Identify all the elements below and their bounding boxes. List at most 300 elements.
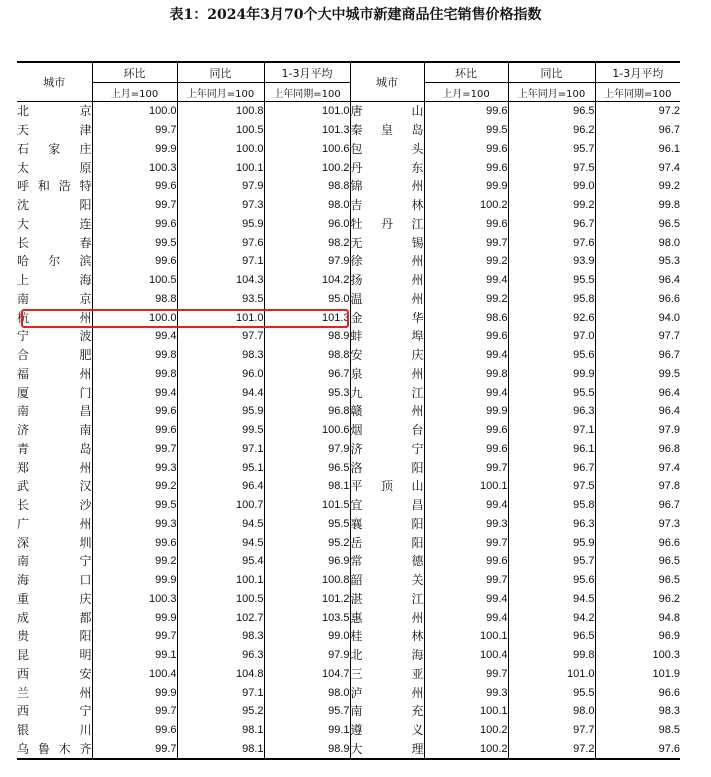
cell-avg-left: 96.8: [264, 402, 350, 421]
cell-avg-right: 95.3: [595, 252, 680, 271]
cell-mom-left: 99.9: [92, 683, 177, 702]
cell-yoy-left: 100.1: [177, 158, 264, 177]
cell-avg-left: 96.5: [264, 458, 350, 477]
cell-yoy-left: 95.9: [177, 402, 264, 421]
cell-avg-right: 97.4: [595, 458, 680, 477]
header-mom-left: 环比: [92, 62, 177, 83]
cell-city-left: 郑 州: [17, 460, 92, 475]
cell-yoy-left: 100.0: [177, 140, 264, 159]
cell-avg-left: 104.7: [264, 665, 350, 684]
cell-city-left: 青 岛: [17, 441, 92, 456]
cell-mom-left: 99.2: [92, 552, 177, 571]
table-row: [17, 515, 680, 534]
cell-city-right: 蚌 埠: [350, 327, 424, 346]
cell-city-left: 海 口: [17, 573, 92, 588]
cell-avg-left: 99.1: [264, 721, 350, 740]
cell-yoy-right: 95.5: [508, 383, 595, 402]
cell-city-left: 沈 阳: [17, 198, 92, 213]
cell-mom-left: 99.3: [92, 515, 177, 534]
cell-avg-right: 98.5: [595, 721, 680, 740]
cell-city-left: 西 宁: [17, 704, 92, 719]
cell-city-right: 惠 州: [350, 608, 424, 627]
header-avg-right: 1-3月平均: [595, 62, 680, 83]
cell-yoy-left: 97.3: [177, 196, 264, 215]
cell-yoy-right: 97.2: [508, 740, 595, 760]
cell-mom-left: 99.6: [92, 533, 177, 552]
cell-avg-left: 99.0: [264, 627, 350, 646]
cell-mom-right: 99.4: [424, 271, 508, 290]
cell-mom-right: 99.9: [424, 177, 508, 196]
cell-mom-right: 99.7: [424, 233, 508, 252]
cell-yoy-left: 98.3: [177, 627, 264, 646]
cell-mom-right: 100.1: [424, 627, 508, 646]
cell-city-left: 重 庆: [17, 591, 92, 606]
cell-mom-right: 99.4: [424, 496, 508, 515]
cell-avg-left: 95.5: [264, 515, 350, 534]
header-city-right: 城市: [350, 62, 424, 102]
cell-city-left: 南 昌: [17, 404, 92, 419]
cell-avg-right: 98.3: [595, 702, 680, 721]
cell-city-left: 银 川: [17, 723, 92, 738]
cell-city-right: 遵 义: [350, 721, 424, 740]
cell-mom-left: 99.6: [92, 177, 177, 196]
header-yoy-right: 同比: [508, 62, 595, 83]
cell-mom-right: 99.6: [424, 215, 508, 234]
cell-avg-right: 96.6: [595, 533, 680, 552]
cell-yoy-left: 104.8: [177, 665, 264, 684]
cell-mom-right: 99.7: [424, 665, 508, 684]
cell-avg-right: 96.4: [595, 402, 680, 421]
cell-yoy-left: 104.3: [177, 271, 264, 290]
table-row: [17, 271, 680, 290]
cell-mom-right: 99.6: [424, 158, 508, 177]
cell-avg-right: 99.5: [595, 365, 680, 384]
cell-city-right: 洛 阳: [350, 458, 424, 477]
cell-avg-right: 99.8: [595, 196, 680, 215]
cell-city-left: 北 京: [17, 104, 92, 119]
cell-city-left: 宁 波: [17, 329, 92, 344]
cell-mom-right: 100.2: [424, 196, 508, 215]
cell-yoy-right: 99.9: [508, 365, 595, 384]
cell-mom-right: 99.2: [424, 252, 508, 271]
cell-yoy-right: 96.3: [508, 515, 595, 534]
table-row: [17, 496, 680, 515]
cell-yoy-right: 95.8: [508, 496, 595, 515]
cell-city-left: 南 京: [17, 291, 92, 306]
cell-avg-left: 96.9: [264, 552, 350, 571]
cell-city-left: 济 南: [17, 423, 92, 438]
cell-avg-right: 96.4: [595, 271, 680, 290]
cell-mom-right: 99.7: [424, 458, 508, 477]
cell-mom-right: 100.1: [424, 477, 508, 496]
cell-mom-left: 99.8: [92, 346, 177, 365]
cell-yoy-right: 99.2: [508, 196, 595, 215]
table-row: [17, 252, 680, 271]
cell-avg-right: 100.3: [595, 646, 680, 665]
cell-avg-left: 95.3: [264, 383, 350, 402]
cell-mom-left: 100.3: [92, 158, 177, 177]
cell-yoy-left: 100.8: [177, 102, 264, 121]
subheader-mom-left: 上月=100: [92, 83, 177, 102]
table-row: [17, 533, 680, 552]
table-row: [17, 740, 680, 760]
cell-avg-right: 96.7: [595, 346, 680, 365]
cell-yoy-right: 95.8: [508, 290, 595, 309]
subheader-mom-right: 上月=100: [424, 83, 508, 102]
cell-yoy-right: 95.7: [508, 552, 595, 571]
cell-city-left: 南 宁: [17, 554, 92, 569]
subheader-avg-left: 上年同期=100: [264, 83, 350, 102]
cell-yoy-left: 97.9: [177, 177, 264, 196]
cell-yoy-left: 95.4: [177, 552, 264, 571]
cell-avg-left: 100.2: [264, 158, 350, 177]
cell-avg-right: 96.5: [595, 215, 680, 234]
cell-mom-left: 99.6: [92, 402, 177, 421]
table-row: [17, 383, 680, 402]
table-body: [17, 102, 680, 760]
cell-city-left: 深 圳: [17, 535, 92, 550]
cell-mom-left: 99.5: [92, 496, 177, 515]
cell-city-right: 襄 阳: [350, 515, 424, 534]
cell-city-left: 西 安: [17, 666, 92, 681]
cell-avg-left: 101.3: [264, 308, 350, 327]
cell-yoy-left: 95.1: [177, 458, 264, 477]
cell-mom-right: 99.3: [424, 515, 508, 534]
cell-yoy-left: 95.9: [177, 215, 264, 234]
cell-yoy-right: 95.5: [508, 683, 595, 702]
table-row: [17, 196, 680, 215]
cell-city-right: 唐 山: [350, 102, 424, 121]
table-row: [17, 421, 680, 440]
cell-yoy-left: 96.0: [177, 365, 264, 384]
table-row: [17, 721, 680, 740]
cell-avg-left: 101.5: [264, 496, 350, 515]
cell-avg-right: 97.9: [595, 421, 680, 440]
cell-yoy-left: 97.7: [177, 327, 264, 346]
cell-yoy-right: 96.2: [508, 121, 595, 140]
cell-yoy-left: 93.5: [177, 290, 264, 309]
subheader-yoy-left: 上年同月=100: [177, 83, 264, 102]
cell-yoy-left: 101.0: [177, 308, 264, 327]
cell-avg-right: 96.7: [595, 496, 680, 515]
cell-city-left: 石家庄: [17, 141, 92, 156]
cell-city-right: 温 州: [350, 290, 424, 309]
cell-city-right: 济 宁: [350, 440, 424, 459]
cell-yoy-left: 98.1: [177, 740, 264, 760]
cell-mom-right: 99.6: [424, 102, 508, 121]
table-row: [17, 440, 680, 459]
cell-avg-left: 98.9: [264, 740, 350, 760]
cell-mom-left: 99.2: [92, 477, 177, 496]
cell-city-right: 泸 州: [350, 683, 424, 702]
cell-city-left: 厦 门: [17, 385, 92, 400]
cell-avg-left: 97.9: [264, 440, 350, 459]
cell-mom-right: 99.8: [424, 365, 508, 384]
cell-yoy-right: 95.5: [508, 271, 595, 290]
cell-mom-right: 99.4: [424, 590, 508, 609]
cell-mom-left: 99.7: [92, 702, 177, 721]
cell-city-right: 牡丹江: [350, 215, 424, 234]
cell-city-right: 秦皇岛: [350, 121, 424, 140]
cell-mom-right: 99.6: [424, 421, 508, 440]
cell-mom-left: 99.7: [92, 740, 177, 760]
cell-yoy-right: 95.6: [508, 346, 595, 365]
cell-mom-left: 99.9: [92, 140, 177, 159]
cell-mom-left: 100.4: [92, 665, 177, 684]
cell-avg-left: 96.0: [264, 215, 350, 234]
cell-yoy-left: 100.5: [177, 121, 264, 140]
cell-city-right: 湛 江: [350, 590, 424, 609]
header-yoy-left: 同比: [177, 62, 264, 83]
cell-city-right: 赣 州: [350, 402, 424, 421]
cell-avg-right: 97.3: [595, 515, 680, 534]
table-row: [17, 683, 680, 702]
cell-mom-left: 99.4: [92, 383, 177, 402]
table-row: [17, 627, 680, 646]
cell-yoy-right: 93.9: [508, 252, 595, 271]
cell-mom-left: 100.0: [92, 102, 177, 121]
cell-yoy-right: 99.8: [508, 646, 595, 665]
cell-mom-left: 99.6: [92, 721, 177, 740]
cell-avg-left: 97.9: [264, 252, 350, 271]
cell-city-right: 桂 林: [350, 627, 424, 646]
cell-avg-left: 101.2: [264, 590, 350, 609]
cell-avg-right: 96.5: [595, 571, 680, 590]
table-row: [17, 571, 680, 590]
cell-city-left: 乌鲁木齐: [17, 741, 92, 756]
cell-mom-left: 99.7: [92, 121, 177, 140]
cell-mom-left: 100.0: [92, 308, 177, 327]
cell-yoy-right: 96.7: [508, 458, 595, 477]
cell-yoy-right: 97.5: [508, 158, 595, 177]
cell-mom-right: 99.4: [424, 346, 508, 365]
cell-avg-right: 96.7: [595, 121, 680, 140]
cell-avg-left: 100.6: [264, 140, 350, 159]
cell-mom-left: 99.3: [92, 458, 177, 477]
cell-avg-right: 97.4: [595, 158, 680, 177]
cell-yoy-right: 97.0: [508, 327, 595, 346]
cell-city-left: 昆 明: [17, 648, 92, 663]
table-title: 表1：2024年3月70个大中城市新建商品住宅销售价格指数: [169, 7, 542, 23]
table-row: [17, 608, 680, 627]
cell-yoy-left: 97.1: [177, 252, 264, 271]
cell-yoy-left: 96.3: [177, 646, 264, 665]
cell-avg-right: 94.8: [595, 608, 680, 627]
table-row: [17, 477, 680, 496]
cell-mom-right: 99.6: [424, 552, 508, 571]
table-row: [17, 702, 680, 721]
cell-yoy-left: 97.6: [177, 233, 264, 252]
cell-yoy-right: 97.7: [508, 721, 595, 740]
price-index-table: [17, 61, 680, 760]
cell-avg-left: 100.8: [264, 571, 350, 590]
cell-avg-left: 95.2: [264, 533, 350, 552]
cell-city-right: 大 理: [350, 740, 424, 760]
table-row: [17, 290, 680, 309]
highlight-box-hangzhou: [21, 309, 349, 328]
cell-city-left: 福 州: [17, 366, 92, 381]
cell-mom-right: 99.3: [424, 683, 508, 702]
cell-yoy-right: 96.5: [508, 627, 595, 646]
cell-city-left: 呼和浩特: [17, 179, 92, 194]
cell-mom-right: 98.6: [424, 308, 508, 327]
cell-city-right: 韶 关: [350, 571, 424, 590]
cell-city-left: 哈尔滨: [17, 254, 92, 269]
cell-avg-right: 94.0: [595, 308, 680, 327]
cell-mom-right: 99.9: [424, 402, 508, 421]
cell-mom-left: 99.9: [92, 608, 177, 627]
cell-mom-left: 99.7: [92, 440, 177, 459]
cell-mom-left: 100.5: [92, 271, 177, 290]
cell-mom-left: 99.5: [92, 233, 177, 252]
cell-avg-right: 96.1: [595, 140, 680, 159]
cell-city-left: 广 州: [17, 516, 92, 531]
cell-city-left: 长 沙: [17, 498, 92, 513]
cell-avg-right: 96.2: [595, 590, 680, 609]
cell-avg-right: 96.9: [595, 627, 680, 646]
cell-mom-right: 100.4: [424, 646, 508, 665]
cell-avg-right: 96.5: [595, 552, 680, 571]
cell-yoy-left: 98.3: [177, 346, 264, 365]
table-row: [17, 552, 680, 571]
cell-yoy-right: 98.0: [508, 702, 595, 721]
cell-yoy-left: 95.2: [177, 702, 264, 721]
table-row: [17, 458, 680, 477]
cell-avg-left: 96.7: [264, 365, 350, 384]
cell-avg-right: 97.8: [595, 477, 680, 496]
cell-yoy-left: 100.7: [177, 496, 264, 515]
cell-mom-left: 99.8: [92, 365, 177, 384]
cell-avg-left: 98.2: [264, 233, 350, 252]
cell-mom-right: 99.2: [424, 290, 508, 309]
cell-city-right: 吉 林: [350, 196, 424, 215]
subheader-yoy-right: 上年同月=100: [508, 83, 595, 102]
cell-mom-right: 99.7: [424, 533, 508, 552]
cell-city-right: 常 德: [350, 552, 424, 571]
cell-mom-left: 99.7: [92, 627, 177, 646]
table-row: [17, 646, 680, 665]
cell-avg-right: 96.8: [595, 440, 680, 459]
cell-city-right: 南 充: [350, 702, 424, 721]
cell-yoy-right: 94.5: [508, 590, 595, 609]
cell-avg-left: 98.8: [264, 177, 350, 196]
header-mom-right: 环比: [424, 62, 508, 83]
cell-mom-right: 99.6: [424, 327, 508, 346]
cell-yoy-right: 95.7: [508, 140, 595, 159]
table-row: [17, 102, 680, 121]
cell-mom-left: 99.9: [92, 571, 177, 590]
cell-yoy-left: 94.4: [177, 383, 264, 402]
cell-mom-left: 100.3: [92, 590, 177, 609]
cell-city-right: 三 亚: [350, 665, 424, 684]
table-row: [17, 346, 680, 365]
header-avg-left: 1-3月平均: [264, 62, 350, 83]
cell-yoy-right: 97.1: [508, 421, 595, 440]
cell-mom-left: 99.7: [92, 196, 177, 215]
cell-city-right: 锦 州: [350, 177, 424, 196]
cell-city-left: 长 春: [17, 235, 92, 250]
cell-yoy-right: 97.5: [508, 477, 595, 496]
cell-avg-right: 99.2: [595, 177, 680, 196]
cell-yoy-right: 95.9: [508, 533, 595, 552]
cell-mom-right: 100.1: [424, 702, 508, 721]
cell-city-right: 安 庆: [350, 346, 424, 365]
cell-city-left: 杭 州: [17, 310, 92, 325]
cell-avg-right: 98.0: [595, 233, 680, 252]
cell-mom-right: 99.4: [424, 383, 508, 402]
cell-avg-right: 96.4: [595, 383, 680, 402]
cell-city-right: 泉 州: [350, 365, 424, 384]
cell-city-left: 太 原: [17, 160, 92, 175]
cell-avg-left: 104.2: [264, 271, 350, 290]
subheader-avg-right: 上年同期=100: [595, 83, 680, 102]
cell-mom-right: 100.2: [424, 721, 508, 740]
cell-avg-right: 96.6: [595, 683, 680, 702]
table-row: [17, 177, 680, 196]
cell-avg-left: 98.9: [264, 327, 350, 346]
cell-yoy-left: 97.1: [177, 440, 264, 459]
cell-avg-left: 101.3: [264, 121, 350, 140]
cell-mom-right: 100.2: [424, 740, 508, 760]
cell-mom-left: 99.1: [92, 646, 177, 665]
cell-yoy-left: 97.1: [177, 683, 264, 702]
table-row: [17, 590, 680, 609]
cell-city-right: 金 华: [350, 308, 424, 327]
cell-city-left: 大 连: [17, 216, 92, 231]
cell-yoy-left: 94.5: [177, 515, 264, 534]
table-row: [17, 665, 680, 684]
cell-mom-left: 98.8: [92, 290, 177, 309]
cell-city-right: 丹 东: [350, 158, 424, 177]
cell-mom-left: 99.6: [92, 252, 177, 271]
table-row: [17, 121, 680, 140]
cell-mom-right: 99.7: [424, 571, 508, 590]
cell-city-right: 徐 州: [350, 252, 424, 271]
cell-city-left: 合 肥: [17, 348, 92, 363]
cell-yoy-right: 92.6: [508, 308, 595, 327]
cell-city-right: 北 海: [350, 646, 424, 665]
header-city-left: 城市: [17, 62, 92, 102]
cell-mom-right: 99.4: [424, 608, 508, 627]
cell-mom-right: 99.6: [424, 140, 508, 159]
cell-avg-left: 100.6: [264, 421, 350, 440]
cell-city-left: 武 汉: [17, 479, 92, 494]
cell-city-right: 宜 昌: [350, 496, 424, 515]
table-row: [17, 365, 680, 384]
cell-yoy-left: 100.5: [177, 590, 264, 609]
cell-avg-left: 97.9: [264, 646, 350, 665]
table-row: [17, 158, 680, 177]
table-row: [17, 402, 680, 421]
cell-avg-left: 98.8: [264, 346, 350, 365]
cell-yoy-right: 94.2: [508, 608, 595, 627]
cell-city-right: 岳 阳: [350, 533, 424, 552]
cell-yoy-left: 94.5: [177, 533, 264, 552]
cell-avg-left: 95.7: [264, 702, 350, 721]
cell-city-left: 贵 阳: [17, 629, 92, 644]
cell-yoy-right: 96.3: [508, 402, 595, 421]
cell-yoy-right: 96.5: [508, 102, 595, 121]
cell-mom-left: 99.6: [92, 421, 177, 440]
cell-yoy-left: 98.1: [177, 721, 264, 740]
cell-avg-left: 103.5: [264, 608, 350, 627]
cell-yoy-left: 102.7: [177, 608, 264, 627]
cell-city-right: 扬 州: [350, 271, 424, 290]
cell-avg-left: 98.1: [264, 477, 350, 496]
cell-yoy-left: 96.4: [177, 477, 264, 496]
cell-city-left: 兰 州: [17, 685, 92, 700]
cell-city-left: 天 津: [17, 123, 92, 138]
